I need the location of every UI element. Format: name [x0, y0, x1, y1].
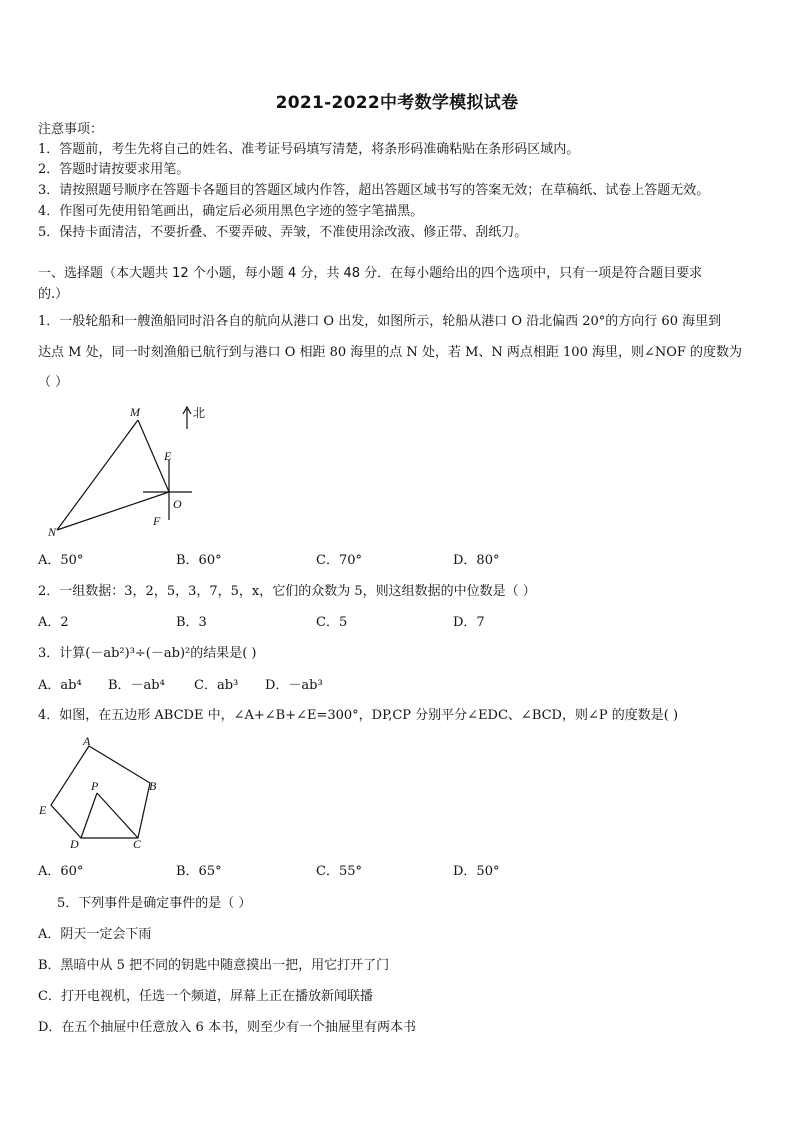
- q4-option-a: A．60°: [38, 864, 84, 879]
- q2-option-d: D．7: [453, 615, 485, 630]
- note-item: 2．答题时请按要求用笔。: [38, 162, 190, 177]
- label-E: E: [164, 449, 172, 463]
- q4-option-d: D．50°: [453, 864, 500, 879]
- page-title: 2021-2022中考数学模拟试卷: [275, 93, 519, 113]
- notes-heading: 注意事项：: [38, 122, 104, 137]
- label-E: E: [39, 803, 47, 817]
- label-N: N: [48, 525, 57, 539]
- q5-option-d: D．在五个抽屉中任意放入 6 本书，则至少有一个抽屉里有两本书: [38, 1020, 416, 1035]
- label-M: M: [130, 405, 140, 419]
- question-2-text: 2．一组数据：3，2，5，3，7，5，x，它们的众数为 5，则这组数据的中位数是（ ）: [38, 584, 536, 599]
- label-D: D: [70, 837, 79, 851]
- q3-option-d: D．－ab³: [265, 678, 323, 693]
- question-3-text: 3．计算(－ab²)³÷(－ab)²的结果是( ): [38, 646, 257, 661]
- note-item: 5．保持卡面清洁，不要折叠、不要弄破、弄皱，不准使用涂改液、修正带、刮纸刀。: [38, 225, 528, 240]
- question-1-text: 达点 M 处，同一时刻渔船已航行到与港口 O 相距 80 海里的点 N 处，若 M、N 两点相距 100 海里，则∠NOF 的度数为: [38, 345, 743, 360]
- q2-option-a: A．2: [38, 615, 69, 630]
- label-B: B: [149, 779, 157, 793]
- question-5-text: 5．下列事件是确定事件的是（ ）: [57, 896, 252, 911]
- note-item: 3．请按照题号顺序在答题卡各题目的答题区域内作答，超出答题区域书写的答案无效；在草稿纸、试卷上答题无效。: [38, 183, 710, 198]
- question-1-figure: [40, 398, 210, 540]
- label-O: O: [173, 497, 182, 511]
- note-item: 1．答题前，考生先将自己的姓名、准考证号码填写清楚，将条形码准确粘贴在条形码区域内。: [38, 142, 580, 157]
- section-heading: 一、选择题（本大题共 12 个小题，每小题 4 分，共 48 分．在每小题给出的四个选项中，只有一项是符合题目要求: [38, 266, 703, 281]
- q5-option-a: A．阴天一定会下雨: [38, 927, 152, 942]
- question-1-text: （ ）: [38, 375, 69, 390]
- q4-option-b: B．65°: [176, 864, 222, 879]
- q5-option-b: B．黑暗中从 5 把不同的钥匙中随意摸出一把，用它打开了门: [38, 958, 390, 973]
- q3-option-a: A．ab⁴: [38, 678, 82, 693]
- q4-option-c: C．55°: [316, 864, 362, 879]
- q2-option-b: B．3: [176, 615, 207, 630]
- q3-option-c: C．ab³: [194, 678, 239, 693]
- label-P: P: [91, 779, 99, 793]
- q2-option-c: C．5: [316, 615, 348, 630]
- q1-option-a: A．50°: [38, 553, 84, 568]
- label-C: C: [133, 837, 142, 851]
- q1-option-b: B．60°: [176, 553, 222, 568]
- label-A: A: [83, 734, 91, 748]
- q1-option-c: C．70°: [316, 553, 362, 568]
- question-4-figure: [34, 734, 174, 852]
- q1-option-d: D．80°: [453, 553, 500, 568]
- question-4-text: 4．如图，在五边形 ABCDE 中，∠A+∠B+∠E=300°，DP,CP 分别平分∠EDC、∠BCD，则∠P 的度数是( ): [38, 708, 679, 723]
- q3-option-b: B．－ab⁴: [108, 678, 165, 693]
- section-heading-cont: 的.）: [38, 287, 69, 302]
- question-1-text: 1．一般轮船和一艘渔船同时沿各自的航向从港口 O 出发，如图所示，轮船从港口 O 沿北偏西 20°的方向行 60 海里到: [38, 314, 722, 329]
- north-label: 北: [193, 406, 206, 420]
- note-item: 4．作图可先使用铅笔画出，确定后必须用黑色字迹的签字笔描黑。: [38, 204, 424, 219]
- q5-option-c: C．打开电视机，任选一个频道，屏幕上正在播放新闻联播: [38, 989, 373, 1004]
- label-F: F: [153, 514, 161, 528]
